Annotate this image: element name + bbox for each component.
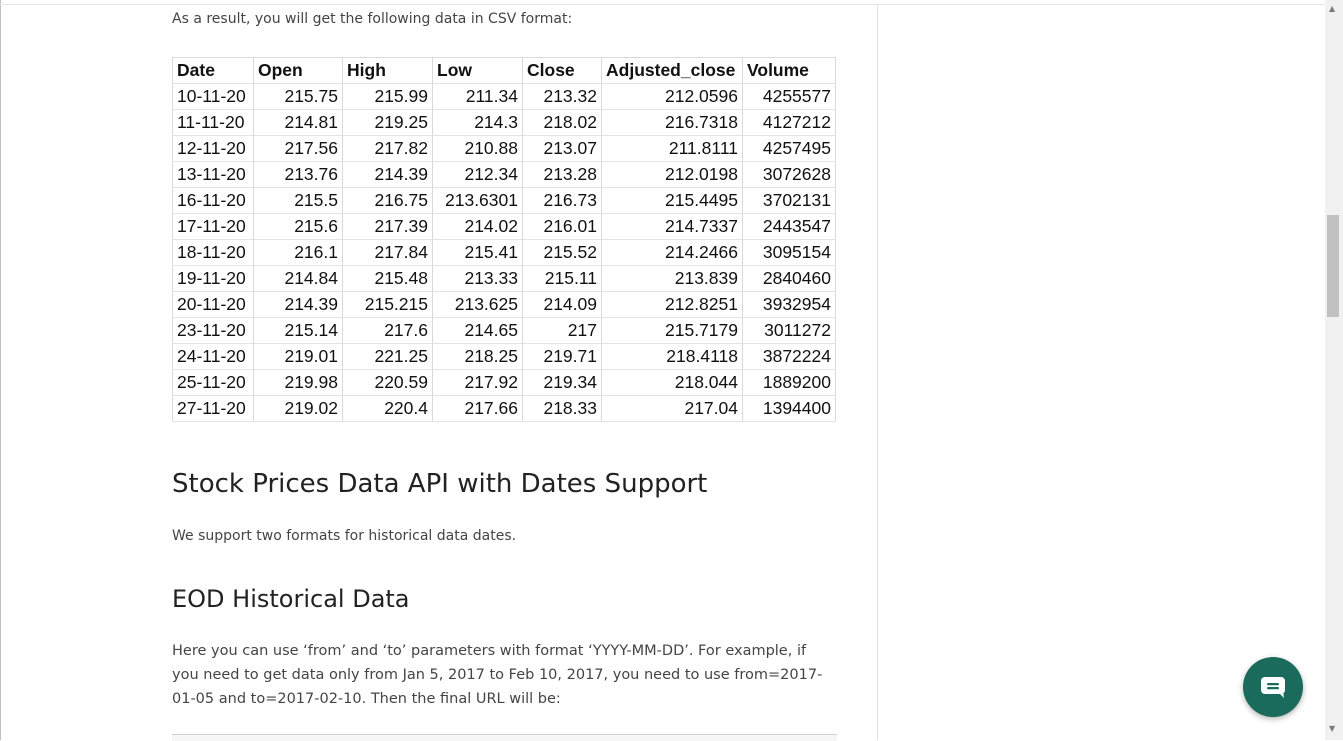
table-cell: 10-11-20 bbox=[173, 84, 254, 110]
column-header: Close bbox=[523, 58, 602, 84]
column-header: Adjusted_close bbox=[602, 58, 743, 84]
table-cell: 214.39 bbox=[254, 292, 343, 318]
column-header: High bbox=[343, 58, 433, 84]
table-cell: 19-11-20 bbox=[173, 266, 254, 292]
column-header: Open bbox=[254, 58, 343, 84]
column-header: Low bbox=[433, 58, 523, 84]
column-header: Date bbox=[173, 58, 254, 84]
table-cell: 1889200 bbox=[743, 370, 836, 396]
table-cell: 11-11-20 bbox=[173, 110, 254, 136]
table-cell: 4257495 bbox=[743, 136, 836, 162]
table-row bbox=[173, 214, 836, 240]
table-cell: 3932954 bbox=[743, 292, 836, 318]
table-cell: 27-11-20 bbox=[173, 396, 254, 422]
table-cell: 212.0596 bbox=[602, 84, 743, 110]
table-cell: 25-11-20 bbox=[173, 370, 254, 396]
csv-data-table-image bbox=[172, 57, 835, 422]
table-row bbox=[173, 84, 836, 110]
table-row bbox=[173, 318, 836, 344]
vertical-scrollbar[interactable] bbox=[1325, 0, 1343, 740]
table-cell: 211.8111 bbox=[602, 136, 743, 162]
table-cell: 213.33 bbox=[433, 266, 523, 292]
table-cell: 210.88 bbox=[433, 136, 523, 162]
table-cell: 215.11 bbox=[523, 266, 602, 292]
table-cell: 215.215 bbox=[343, 292, 433, 318]
table-cell: 213.839 bbox=[602, 266, 743, 292]
section-heading-eod: EOD Historical Data bbox=[172, 585, 410, 613]
table-cell: 213.28 bbox=[523, 162, 602, 188]
window-top-border bbox=[0, 4, 1325, 5]
section-heading-stock-prices: Stock Prices Data API with Dates Support bbox=[172, 469, 708, 499]
table-cell: 217.82 bbox=[343, 136, 433, 162]
table-row bbox=[173, 292, 836, 318]
table-cell: 2443547 bbox=[743, 214, 836, 240]
table-cell: 214.39 bbox=[343, 162, 433, 188]
table-cell: 213.6301 bbox=[433, 188, 523, 214]
table-cell: 216.1 bbox=[254, 240, 343, 266]
table-cell: 215.75 bbox=[254, 84, 343, 110]
sidebar-divider bbox=[877, 4, 878, 740]
table-cell: 12-11-20 bbox=[173, 136, 254, 162]
table-cell: 217.84 bbox=[343, 240, 433, 266]
table-cell: 213.07 bbox=[523, 136, 602, 162]
table-cell: 214.09 bbox=[523, 292, 602, 318]
table-cell: 215.6 bbox=[254, 214, 343, 240]
eod-paragraph: Here you can use ‘from’ and ‘to’ parameters with format ‘YYYY-MM-DD’. For example, if you need to get data only from Jan 5, 2017 to Feb 10, 2017, you need to use from=2017-01-05 and to=2017-02-10. Then the final URL will be: bbox=[172, 643, 823, 707]
table-cell: 214.84 bbox=[254, 266, 343, 292]
table-cell: 218.4118 bbox=[602, 344, 743, 370]
table-cell: 217.39 bbox=[343, 214, 433, 240]
table-cell: 215.99 bbox=[343, 84, 433, 110]
table-header-row bbox=[173, 58, 836, 84]
table-row bbox=[173, 240, 836, 266]
table-cell: 215.52 bbox=[523, 240, 602, 266]
table-cell: 217.92 bbox=[433, 370, 523, 396]
table-cell: 13-11-20 bbox=[173, 162, 254, 188]
table-cell: 20-11-20 bbox=[173, 292, 254, 318]
intro-paragraph: As a result, you will get the following data in CSV format: bbox=[172, 11, 573, 27]
csv-data-table bbox=[172, 57, 836, 422]
table-cell: 216.75 bbox=[343, 188, 433, 214]
table-cell: 219.01 bbox=[254, 344, 343, 370]
table-cell: 214.65 bbox=[433, 318, 523, 344]
table-cell: 214.02 bbox=[433, 214, 523, 240]
table-cell: 24-11-20 bbox=[173, 344, 254, 370]
table-cell: 4127212 bbox=[743, 110, 836, 136]
table-cell: 219.34 bbox=[523, 370, 602, 396]
table-cell: 218.02 bbox=[523, 110, 602, 136]
table-row bbox=[173, 396, 836, 422]
table-cell: 218.044 bbox=[602, 370, 743, 396]
table-cell: 3702131 bbox=[743, 188, 836, 214]
table-cell: 221.25 bbox=[343, 344, 433, 370]
table-cell: 220.59 bbox=[343, 370, 433, 396]
table-row bbox=[173, 370, 836, 396]
table-row bbox=[173, 266, 836, 292]
table-cell: 4255577 bbox=[743, 84, 836, 110]
table-row bbox=[173, 110, 836, 136]
table-cell: 3095154 bbox=[743, 240, 836, 266]
table-row bbox=[173, 344, 836, 370]
table-cell: 219.98 bbox=[254, 370, 343, 396]
table-cell: 2840460 bbox=[743, 266, 836, 292]
table-cell: 217.04 bbox=[602, 396, 743, 422]
table-cell: 217.66 bbox=[433, 396, 523, 422]
table-cell: 219.71 bbox=[523, 344, 602, 370]
table-cell: 220.4 bbox=[343, 396, 433, 422]
table-cell: 213.625 bbox=[433, 292, 523, 318]
scroll-down-arrow-icon[interactable]: ▼ bbox=[1329, 724, 1336, 733]
chat-button[interactable] bbox=[1243, 657, 1303, 717]
table-cell: 212.8251 bbox=[602, 292, 743, 318]
table-cell: 17-11-20 bbox=[173, 214, 254, 240]
table-cell: 215.41 bbox=[433, 240, 523, 266]
table-row bbox=[173, 162, 836, 188]
table-cell: 218.25 bbox=[433, 344, 523, 370]
table-cell: 214.2466 bbox=[602, 240, 743, 266]
table-row bbox=[173, 136, 836, 162]
table-cell: 215.14 bbox=[254, 318, 343, 344]
table-row bbox=[173, 188, 836, 214]
table-cell: 3011272 bbox=[743, 318, 836, 344]
table-cell: 213.76 bbox=[254, 162, 343, 188]
formats-paragraph: We support two formats for historical data dates. bbox=[172, 528, 517, 544]
table-cell: 215.4495 bbox=[602, 188, 743, 214]
table-cell: 212.0198 bbox=[602, 162, 743, 188]
table-cell: 213.32 bbox=[523, 84, 602, 110]
window-left-border bbox=[0, 0, 1, 740]
table-cell: 1394400 bbox=[743, 396, 836, 422]
table-cell: 219.25 bbox=[343, 110, 433, 136]
table-cell: 214.3 bbox=[433, 110, 523, 136]
table-cell: 3872224 bbox=[743, 344, 836, 370]
table-cell: 217.6 bbox=[343, 318, 433, 344]
table-cell: 212.34 bbox=[433, 162, 523, 188]
table-cell: 217 bbox=[523, 318, 602, 344]
table-cell: 216.7318 bbox=[602, 110, 743, 136]
table-cell: 219.02 bbox=[254, 396, 343, 422]
scrollbar-thumb[interactable] bbox=[1327, 215, 1339, 317]
table-cell: 211.34 bbox=[433, 84, 523, 110]
column-header: Volume bbox=[743, 58, 836, 84]
table-cell: 16-11-20 bbox=[173, 188, 254, 214]
table-cell: 215.5 bbox=[254, 188, 343, 214]
scroll-up-arrow-icon[interactable]: ▲ bbox=[1329, 4, 1336, 13]
table-cell: 216.73 bbox=[523, 188, 602, 214]
table-cell: 218.33 bbox=[523, 396, 602, 422]
table-cell: 18-11-20 bbox=[173, 240, 254, 266]
table-cell: 23-11-20 bbox=[173, 318, 254, 344]
table-cell: 214.81 bbox=[254, 110, 343, 136]
table-cell: 217.56 bbox=[254, 136, 343, 162]
chat-icon bbox=[1259, 675, 1287, 699]
table-cell: 215.48 bbox=[343, 266, 433, 292]
table-cell: 3072628 bbox=[743, 162, 836, 188]
table-cell: 214.7337 bbox=[602, 214, 743, 240]
table-cell: 216.01 bbox=[523, 214, 602, 240]
table-cell: 215.7179 bbox=[602, 318, 743, 344]
